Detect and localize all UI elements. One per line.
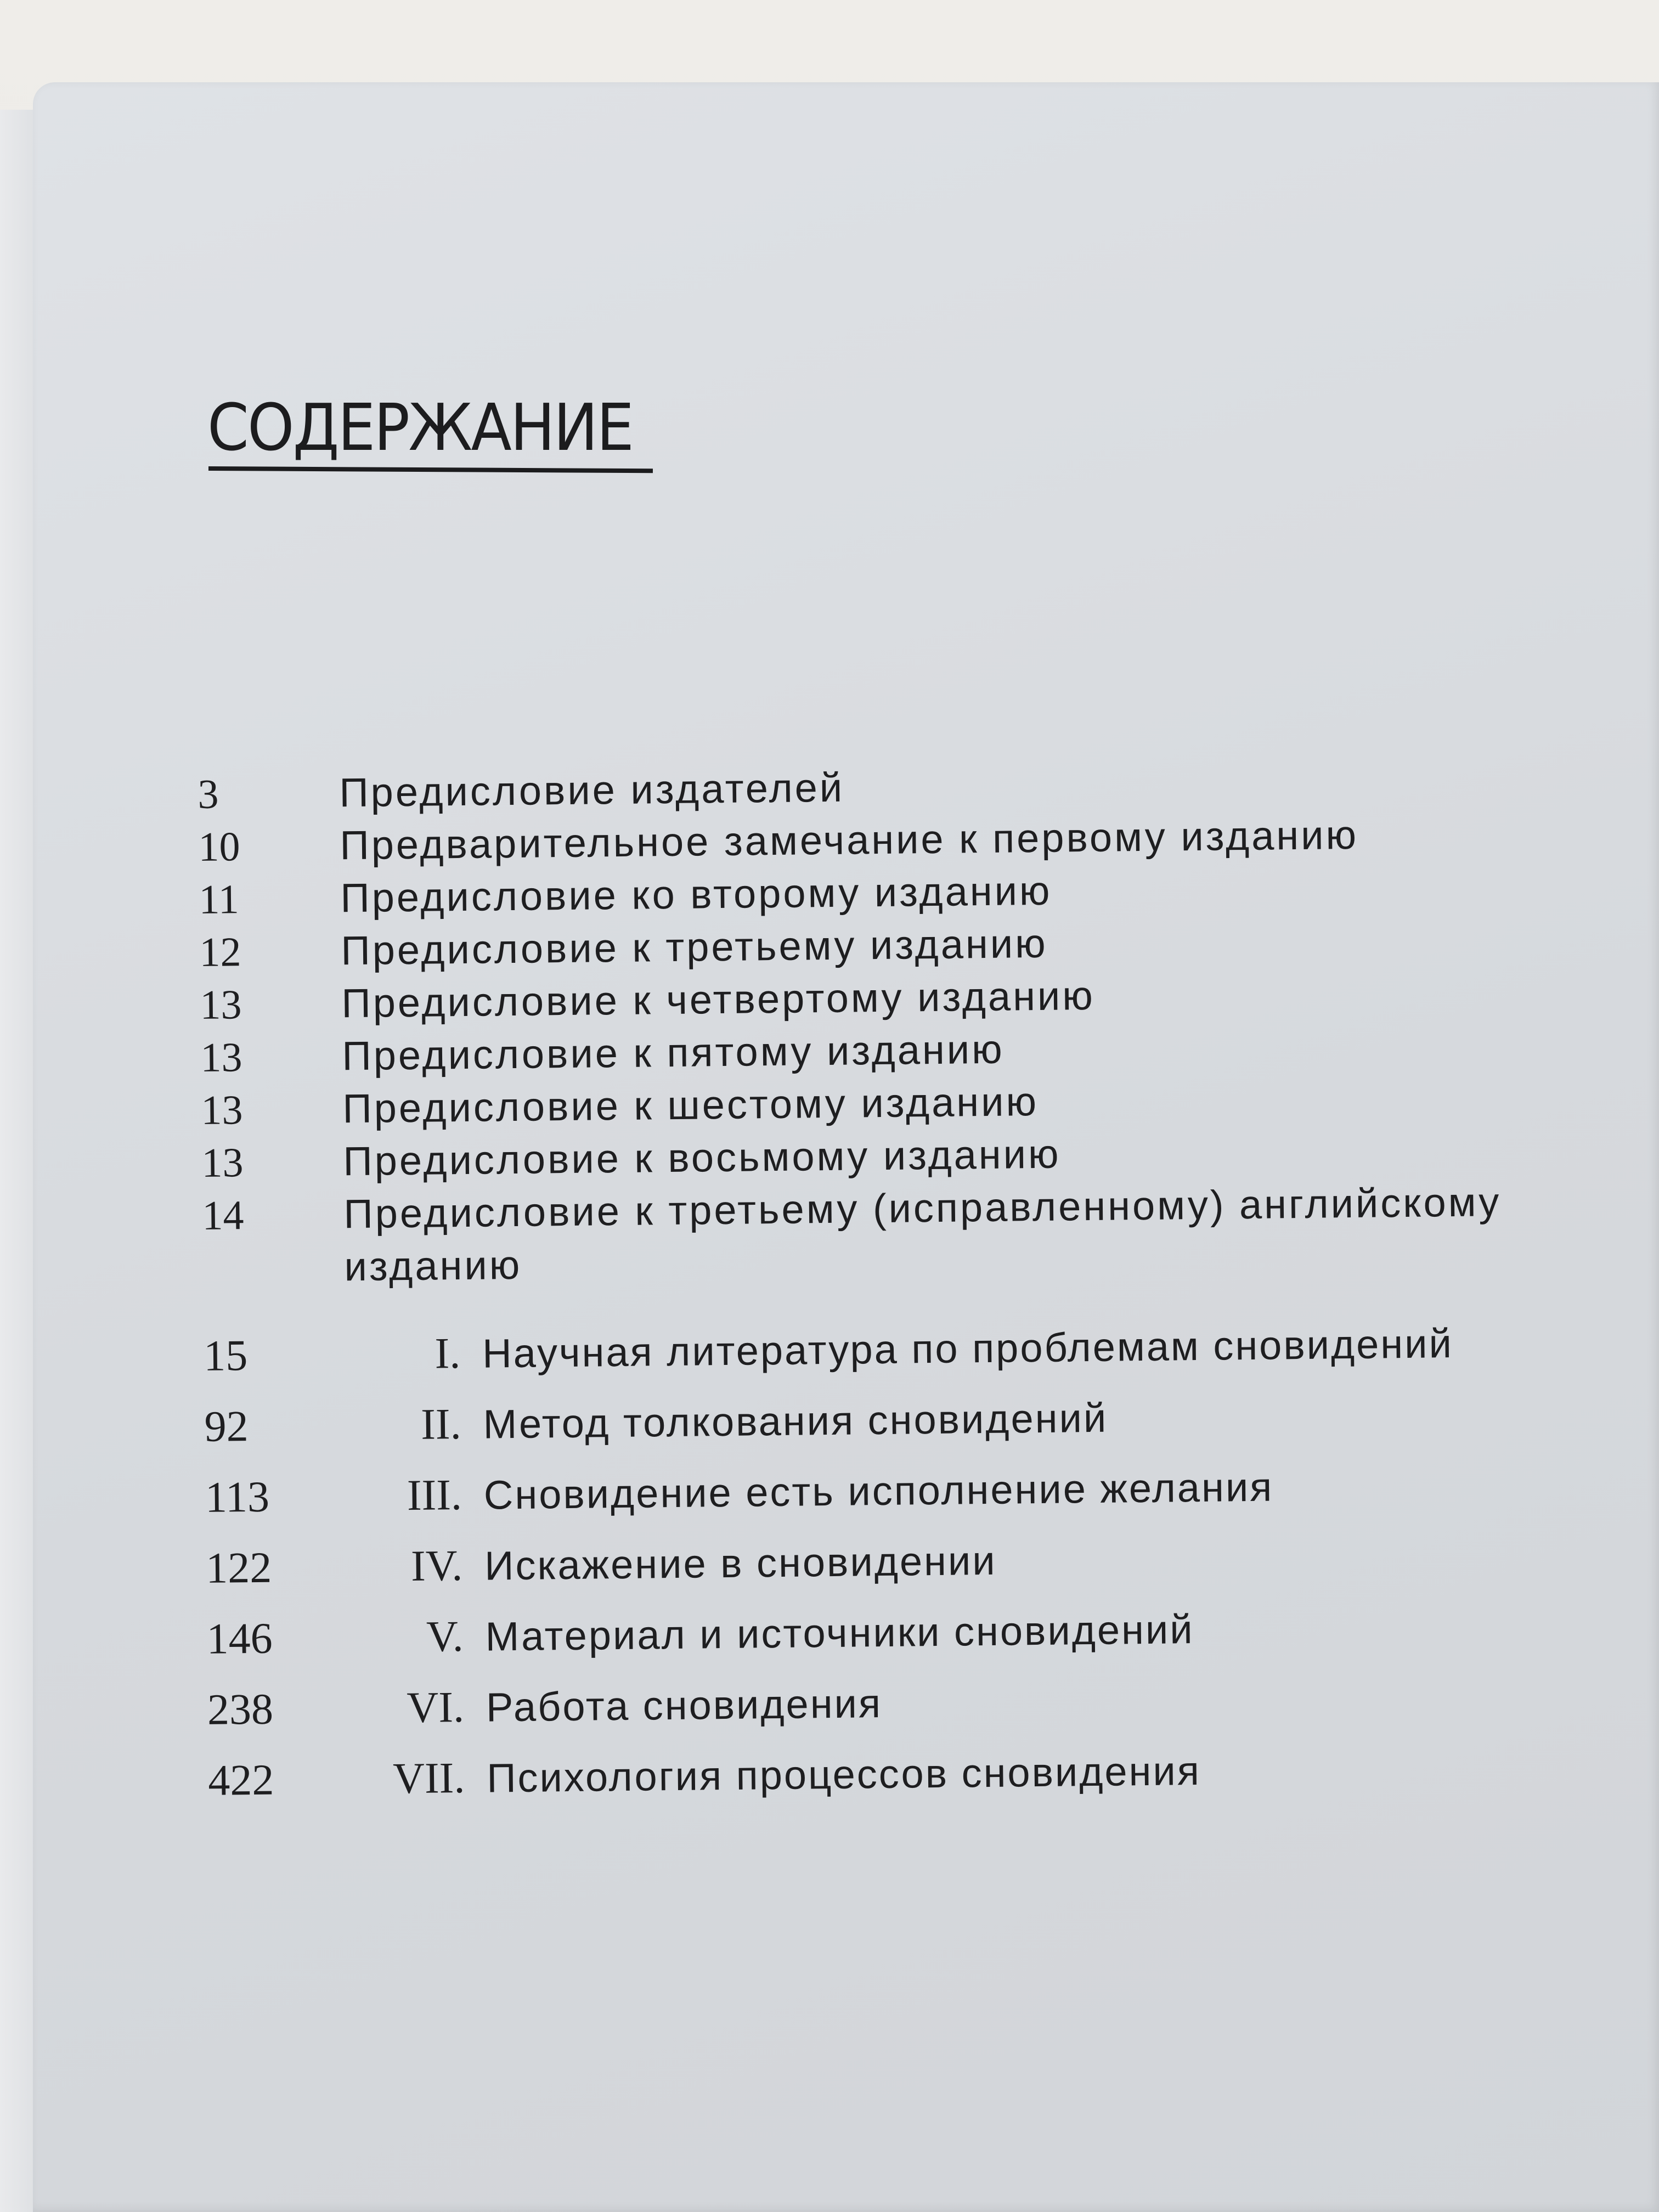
- toc-page-number: 3: [198, 771, 219, 817]
- toc-entry-title: Предисловие к третьему изданию: [341, 920, 1048, 974]
- chapter-page-number: 146: [206, 1614, 273, 1663]
- toc-page-number: 13: [200, 1034, 242, 1081]
- chapter-title: Психология процессов сновидения: [486, 1747, 1201, 1801]
- toc-entry: [202, 1175, 1629, 1295]
- table-of-contents: [198, 753, 1635, 1816]
- chapter-page-number: 238: [207, 1685, 274, 1734]
- chapter-title: Метод толкования сновидений: [483, 1395, 1108, 1447]
- chapter-title: Научная литература по проблемам сновидений: [482, 1321, 1454, 1376]
- toc-entry-title: Предисловие к пятому изданию: [342, 1026, 1005, 1079]
- toc-page-number: 10: [198, 823, 240, 870]
- chapter-title: Материал и источники сновидений: [485, 1606, 1194, 1660]
- toc-page-number: 11: [199, 876, 240, 923]
- chapter-roman-numeral: VII.: [392, 1754, 465, 1803]
- chapter-roman-numeral: III.: [407, 1471, 462, 1520]
- chapter-roman-numeral: II.: [420, 1400, 462, 1449]
- chapter-page-number: 122: [205, 1543, 272, 1593]
- chapter-title: Работа сновидения: [486, 1680, 883, 1730]
- toc-entry-title: Предисловие к восьмому изданию: [343, 1131, 1061, 1184]
- chapter-roman-numeral: I.: [435, 1329, 461, 1378]
- chapter-roman-numeral: VI.: [407, 1683, 465, 1733]
- chapter-roman-numeral: V.: [426, 1612, 464, 1661]
- toc-entry-title: Предисловие ко второму изданию: [340, 867, 1052, 921]
- toc-entry-title: Предисловие к шестому изданию: [342, 1078, 1039, 1132]
- page-title: СОДЕРЖАНИЕ: [207, 390, 633, 465]
- toc-page-number: 13: [200, 981, 242, 1028]
- chapter-page-number: 15: [203, 1331, 248, 1380]
- chapter-title: Сновидение есть исполнение желания: [483, 1464, 1274, 1518]
- toc-page-number: 13: [201, 1139, 244, 1186]
- toc-entry-title: Предисловие издателей: [339, 764, 845, 816]
- chapter-page-number: 92: [204, 1402, 249, 1451]
- chapter-title: Искажение в сновидении: [484, 1537, 997, 1589]
- toc-chapter: [208, 1731, 1635, 1816]
- page-edge: [0, 110, 33, 2212]
- title-underline: [208, 466, 653, 473]
- toc-entry-title: Предисловие к третьему (исправленному) английскому изданию: [343, 1179, 1502, 1290]
- toc-page-number: 14: [202, 1192, 244, 1239]
- chapter-roman-numeral: IV.: [410, 1542, 463, 1591]
- toc-page-number: 12: [199, 929, 241, 975]
- chapter-page-number: 113: [205, 1472, 270, 1522]
- toc-entry-title: Предварительное замечание к первому изданию: [340, 811, 1359, 868]
- toc-entry-title: Предисловие к четвертому изданию: [341, 972, 1096, 1026]
- chapter-page-number: 422: [207, 1756, 274, 1805]
- book-page: [33, 82, 1659, 2212]
- toc-page-number: 13: [201, 1087, 243, 1133]
